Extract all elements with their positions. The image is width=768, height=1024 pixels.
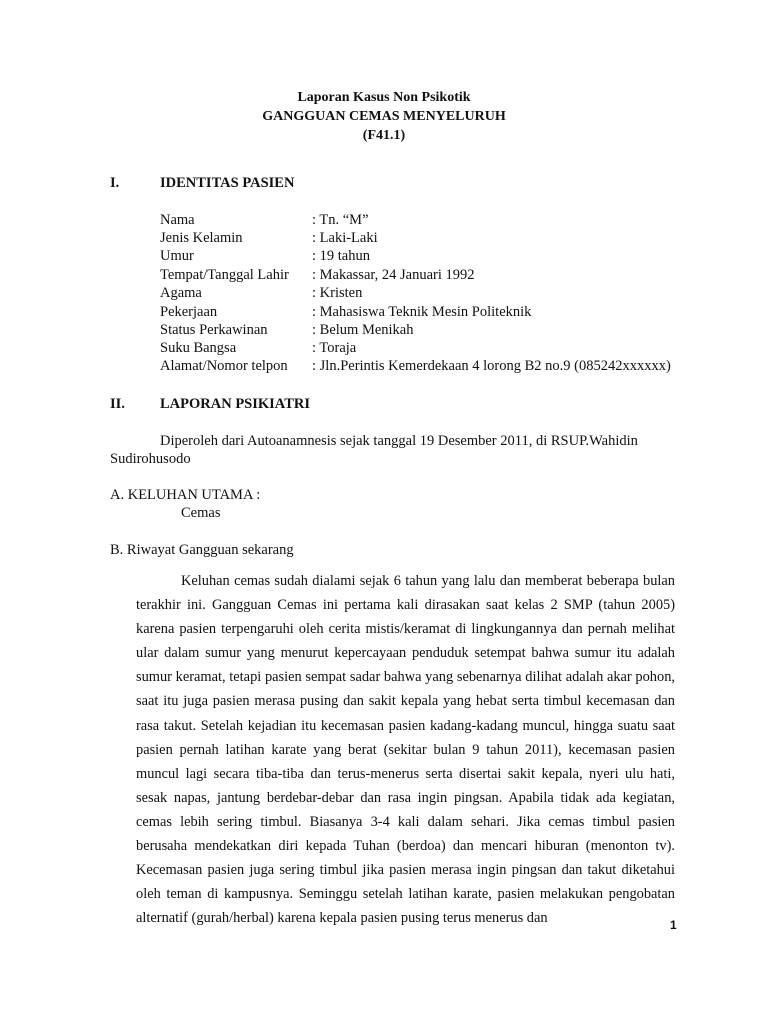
field-label: Pekerjaan [160, 304, 218, 320]
field-value: : Mahasiswa Teknik Mesin Politeknik [312, 304, 532, 320]
page-number: 1 [670, 918, 677, 932]
section-b-title: B. Riwayat Gangguan sekarang [110, 542, 294, 558]
document-code: (F41.1) [362, 128, 406, 143]
field-value: : Kristen [312, 285, 363, 301]
field-value: : 19 tahun [312, 248, 370, 264]
section-2-title: LAPORAN PSIKIATRI [160, 396, 310, 412]
section-2-intro-line-2: Sudirohusodo [110, 451, 191, 467]
section-1-title: IDENTITAS PASIEN [160, 175, 295, 191]
document-diagnosis: GANGGUAN CEMAS MENYELURUH [262, 109, 506, 124]
section-2-number: II. [110, 396, 125, 412]
history-paragraph [136, 569, 675, 930]
field-value: : Jln.Perintis Kemerdekaan 4 lorong B2 no.9 (085242xxxxxx) [312, 358, 671, 374]
document-title: Laporan Kasus Non Psikotik [297, 90, 471, 105]
field-label: Umur [160, 248, 194, 264]
field-label: Alamat/Nomor telpon [160, 358, 288, 374]
history-paragraph-text: Keluhan cemas sudah dialami sejak 6 tahun yang lalu dan memberat beberapa bulan terakhir ini. Gangguan Cemas ini pertama kali dirasakan saat kelas 2 SMP (tahun 2005) karena pasien terpengaruhi oleh cerita mistis/keramat di lingkungannya dan pernah melihat ular dalam sumur yang menurut kepercayaan penduduk setempat bahwa sumur itu adalah sumur keramat, tetapi pasien sempat sadar bahwa yang sebenarnya dilihat adalah akar pohon, saat itu juga pasien merasa pusing dan sakit kepala yang hebat serta timbul kecemasan dan rasa takut. Setelah kejadian itu kecemasan pasien kadang-kadang muncul, hingga suatu saat pasien pernah latihan karate yang berat (sekitar bulan 9 tahun 2011), kecemasan pasien muncul lagi secara tiba-tiba dan terus-menerus serta disertai sakit kepala, nyeri ulu hati, sesak napas, jantung berdebar-debar dan rasa ingin pingsan. Apabila tidak ada kegiatan, cemas lebih sering timbul. Biasanya 3-4 kali dalam sehari. Jika cemas timbul pasien berusaha mendekatkan diri kepada Tuhan (berdoa) dan mencari hiburan (menonton tv). Kecemasan pasien juga sering timbul jika pasien merasa ingin pingsan dan takut diketahui oleh teman di kampusnya. Seminggu setelah latihan karate, pasien melakukan pengobatan alternatif (gurah/herbal) karena kepala pasien pusing terus menerus dan [136, 573, 675, 927]
field-label: Jenis Kelamin [160, 230, 243, 246]
section-2-intro-line-1: Diperoleh dari Autoanamnesis sejak tanggal 19 Desember 2011, di RSUP.Wahidin [160, 433, 638, 449]
field-value: : Tn. “M” [312, 212, 369, 228]
section-a-title: A. KELUHAN UTAMA : [110, 487, 261, 503]
field-value: : Belum Menikah [312, 322, 414, 338]
field-label: Status Perkawinan [160, 322, 268, 338]
field-label: Agama [160, 285, 202, 301]
section-1-number: I. [110, 175, 120, 191]
field-label: Tempat/Tanggal Lahir [160, 267, 289, 283]
chief-complaint-value: Cemas [181, 505, 221, 521]
field-value: : Laki-Laki [312, 230, 378, 246]
field-label: Suku Bangsa [160, 340, 237, 356]
field-value: : Makassar, 24 Januari 1992 [312, 267, 475, 283]
field-label: Nama [160, 212, 195, 228]
field-value: : Toraja [312, 340, 357, 356]
